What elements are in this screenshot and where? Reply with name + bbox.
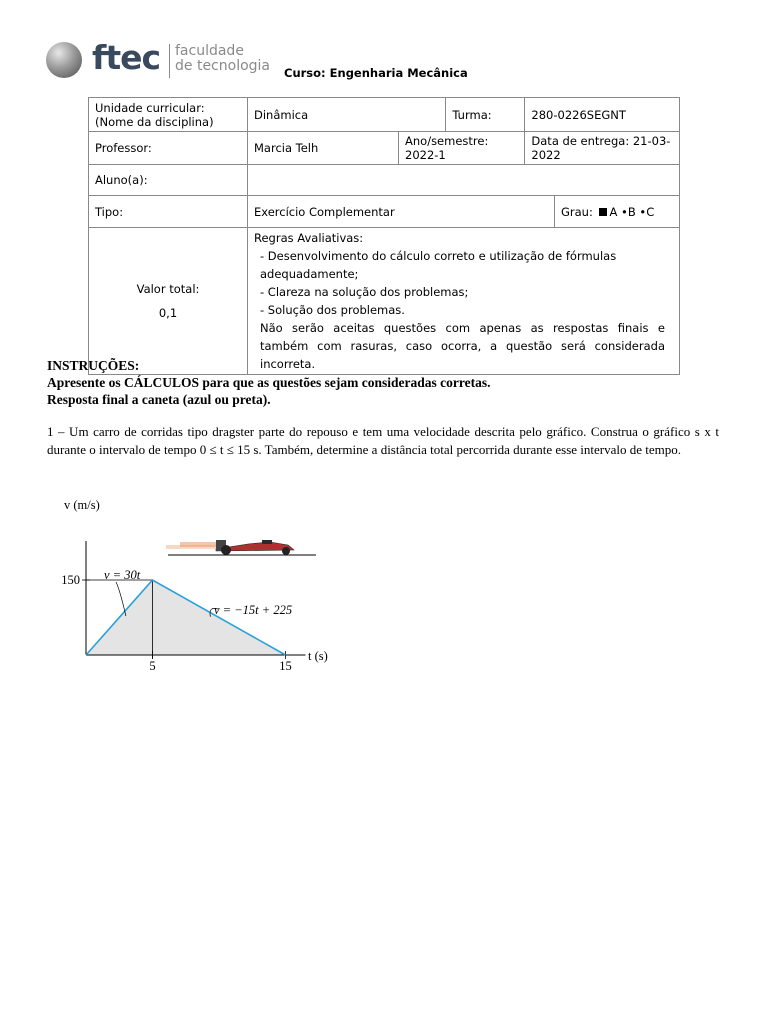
aluno-value [248,165,680,196]
turma-label: Turma: [446,98,525,132]
tipo-value: Exercício Complementar [248,196,555,228]
aluno-label: Aluno(a): [89,165,248,196]
regra-3: - Solução dos problemas. [260,303,405,317]
instructions [47,357,727,408]
course-title: Curso: Engenharia Mecânica [284,66,468,80]
tipo-label: Tipo: [89,196,248,228]
annotation-v-30t: v = 30t [104,568,141,582]
y-tick-label-150: 150 [61,573,80,587]
professor-value: Marcia Telh [248,132,399,165]
data-entrega: Data de entrega: 21-03-2022 [525,132,680,165]
brand-name: ftec [92,38,161,77]
valor-total-label: Valor total: [136,282,200,296]
bullet-icon: • [621,204,628,219]
instructions-line2: Resposta final a caneta (azul ou preta). [47,392,271,407]
question-1-text: 1 – Um carro de corridas tipo dragster parte do repouso e tem uma velocidade descrita pelo gráfico. Construa o gráfico s x t durante o intervalo de tempo 0 ≤ t ≤ 15 s. Também, determine a distância total percorrida durante esse intervalo de tempo. [47,424,719,457]
x-tick-label-15: 15 [279,659,292,673]
x-tick-label-5: 5 [149,659,156,673]
area-under-curve [86,580,286,655]
instructions-line1: Apresente os CÁLCULOS para que as questões sejam consideradas corretas. [47,375,491,390]
globe-icon [46,42,82,78]
tagline-line2: de tecnologia [175,58,270,74]
regras-cell [248,228,680,375]
regra-1: - Desenvolvimento do cálculo correto e utilização de fórmulas adequadamente; [260,249,617,281]
grau-selected-square-icon [599,208,607,216]
info-table [88,97,680,375]
ftec-logo [46,38,276,82]
instructions-title: INSTRUÇÕES: [47,358,140,373]
grau-label: Grau: [561,204,593,219]
regras-note: Não serão aceitas questões com apenas as respostas finais e também com rasuras, caso ocorra, a questão será considerada incorreta. [260,321,665,371]
velocity-time-chart [48,492,338,682]
professor-label: Professor: [89,132,248,165]
uc-label-line1: Unidade curricular: [95,100,205,115]
x-axis-label: t (s) [308,649,328,663]
regras-title: Regras Avaliativas: [254,231,364,245]
grau-c: C [646,204,655,219]
grau-b: B [627,204,636,219]
annotation-v-minus-15t: v = −15t + 225 [214,603,293,617]
uc-label [89,98,248,132]
logo-divider [169,44,170,78]
uc-value: Dinâmica [248,98,446,132]
logo-tagline [175,44,270,74]
grau-cell [555,196,680,228]
tagline-line1: faculdade [175,43,244,59]
dragster-car-icon [166,540,316,555]
bullet-icon: • [639,204,647,219]
grau-a: A [609,204,618,219]
uc-label-line2: (Nome da disciplina) [95,114,214,129]
valor-total-cell [89,228,248,375]
turma-value: 280-0226SEGNT [525,98,680,132]
ano-semestre: Ano/semestre: 2022-1 [399,132,525,165]
annotation-leader-1 [116,582,126,616]
y-axis-label: v (m/s) [64,498,100,512]
valor-total-value: 0,1 [158,306,178,320]
regra-2: - Clareza na solução dos problemas; [260,285,469,299]
